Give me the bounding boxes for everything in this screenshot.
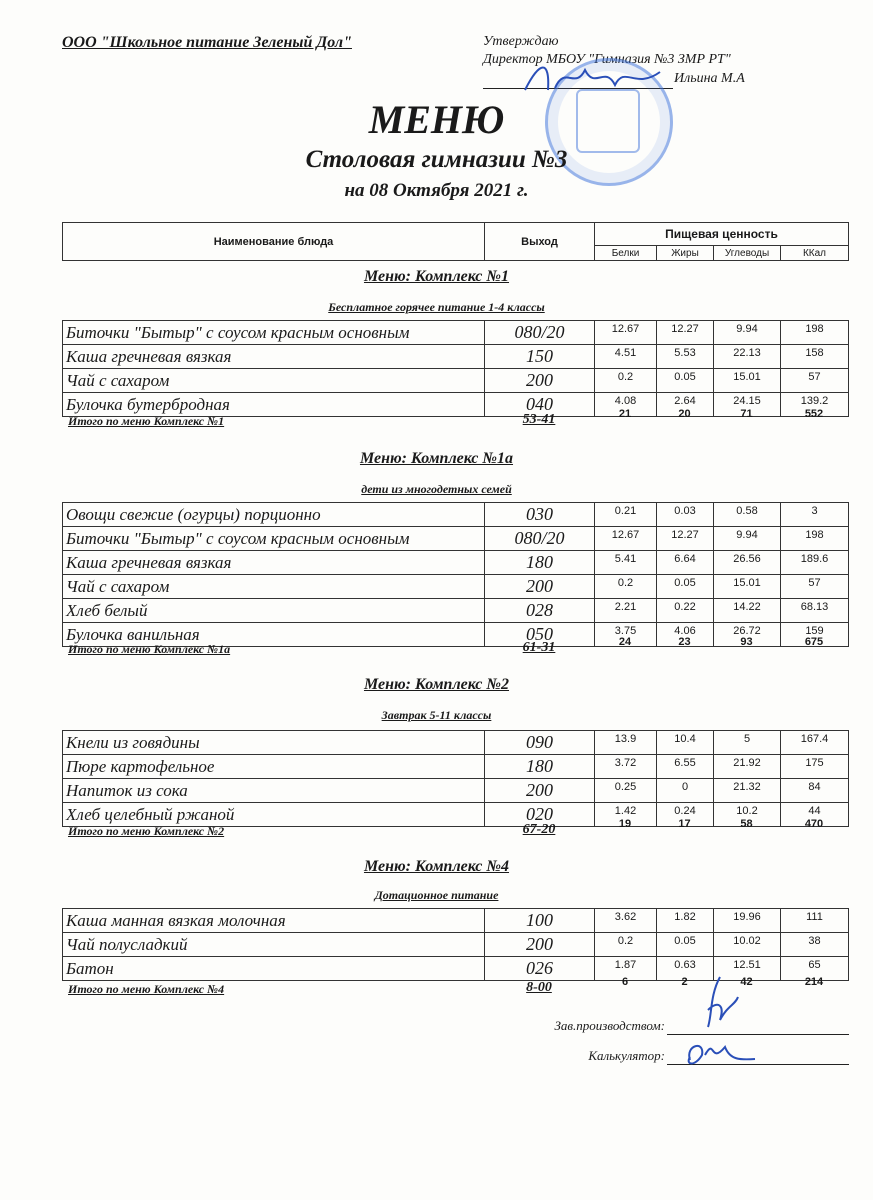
dish-output: 200 [485,779,595,803]
dish-name: Биточки "Бытыр" с соусом красным основным [63,527,485,551]
dish-carbs: 0.58 [714,503,781,527]
total-fat: 20 [678,408,691,420]
total-carbs: 71 [740,408,753,420]
dish-output: 090 [485,731,595,755]
dish-kcal: 139.2 [781,393,849,417]
dish-carbs: 9.94 [714,527,781,551]
total-kcal: 675 [804,636,824,648]
dish-output: 028 [485,599,595,623]
dish-name: Чай с сахаром [63,575,485,599]
total-label: Итого по меню Комплекс №4 [68,982,225,996]
total-carbs: 42 [740,976,753,988]
table-row [63,599,849,623]
dish-protein: 0.25 [595,779,657,803]
col-carbs: Углеводы [714,246,781,261]
dish-carbs: 26.56 [714,551,781,575]
dish-table [62,730,849,827]
table-row [63,551,849,575]
column-header-table [62,222,849,261]
dish-output: 030 [485,503,595,527]
director-signature [520,60,670,96]
dish-name: Батон [63,957,485,981]
dish-output: 150 [485,345,595,369]
dish-kcal: 189.6 [781,551,849,575]
dish-output: 040 [485,393,595,417]
dish-kcal: 111 [781,909,849,933]
total-label: Итого по меню Комплекс №1а [68,642,231,656]
table-row [63,779,849,803]
dish-kcal: 167.4 [781,731,849,755]
dish-carbs: 14.22 [714,599,781,623]
dish-fat: 0.05 [657,575,714,599]
dish-output: 180 [485,755,595,779]
dish-protein: 3.62 [595,909,657,933]
total-carbs: 93 [740,636,753,648]
dish-kcal: 198 [781,321,849,345]
dish-protein: 3.72 [595,755,657,779]
dish-name: Чай с сахаром [63,369,485,393]
dish-output: 200 [485,933,595,957]
dish-name: Булочка ванильная [63,623,485,647]
section-subtitle-text: Дотационное питание [374,888,499,902]
dish-name: Каша гречневая вязкая [63,551,485,575]
dish-kcal: 65 [781,957,849,981]
section-title-text: Меню: Комплекс №1 [363,268,510,285]
dish-protein: 4.08 [595,393,657,417]
total-fat: 2 [681,976,688,988]
dish-kcal: 38 [781,933,849,957]
calculator-label: Калькулятор: [588,1048,665,1063]
dish-name: Кнели из говядины [63,731,485,755]
dish-fat: 0.05 [657,369,714,393]
dish-fat: 6.55 [657,755,714,779]
dish-carbs: 15.01 [714,575,781,599]
dish-name: Чай полусладкий [63,933,485,957]
section-subtitle [0,708,873,723]
dish-fat: 12.27 [657,321,714,345]
organization-name: ООО "Школьное питание Зеленый Дол" [62,34,352,51]
section-subtitle-text: дети из многодетных семей [361,482,512,496]
dish-output: 080/20 [485,321,595,345]
dish-carbs: 21.32 [714,779,781,803]
dish-carbs: 10.02 [714,933,781,957]
dish-carbs: 15.01 [714,369,781,393]
col-dish-name: Наименование блюда [63,223,485,261]
calculator-signature [680,1035,760,1070]
dish-fat: 0.22 [657,599,714,623]
total-kcal: 470 [804,818,824,830]
total-fat: 17 [678,818,691,830]
dish-protein: 1.87 [595,957,657,981]
dish-name: Каша гречневая вязкая [63,345,485,369]
dish-output: 180 [485,551,595,575]
dish-kcal: 57 [781,575,849,599]
canteen-name: Столовая гимназии №3 [305,146,568,173]
dish-carbs: 24.15 [714,393,781,417]
table-row [63,731,849,755]
table-row [63,527,849,551]
section-subtitle-text: Завтрак 5-11 классы [381,708,492,722]
dish-table [62,908,849,981]
dish-name: Каша манная вязкая молочная [63,909,485,933]
dish-fat: 10.4 [657,731,714,755]
dish-carbs: 9.94 [714,321,781,345]
production-manager-label: Зав.производством: [554,1018,665,1033]
dish-protein: 13.9 [595,731,657,755]
section-subtitle [0,482,873,497]
section-subtitle [0,888,873,903]
dish-kcal: 158 [781,345,849,369]
total-price: 53-41 [522,412,556,427]
table-row [63,909,849,933]
section-title [0,268,873,286]
section-title-text: Меню: Комплекс №1а [359,450,514,467]
total-fat: 23 [678,636,691,648]
table-row [63,575,849,599]
director-name: Ильина М.А [674,71,745,86]
dish-output: 026 [485,957,595,981]
approval-label: Утверждаю [483,34,559,49]
section-subtitle-text: Бесплатное горячее питание 1-4 классы [328,300,545,314]
table-row [63,503,849,527]
dish-name: Хлеб белый [63,599,485,623]
col-output: Выход [485,223,595,261]
dish-kcal: 198 [781,527,849,551]
section-title-text: Меню: Комплекс №2 [363,676,510,693]
col-protein: Белки [595,246,657,261]
section-title [0,858,873,876]
dish-protein: 0.2 [595,575,657,599]
section-total [62,408,848,428]
section-total [62,818,848,838]
total-carbs: 58 [740,818,753,830]
dish-fat: 0.03 [657,503,714,527]
dish-kcal: 175 [781,755,849,779]
dish-kcal: 44 [781,803,849,827]
dish-protein: 0.21 [595,503,657,527]
total-protein: 6 [621,976,629,988]
dish-fat: 5.53 [657,345,714,369]
total-kcal: 214 [804,976,824,988]
dish-kcal: 68.13 [781,599,849,623]
dish-fat: 0.05 [657,933,714,957]
total-label: Итого по меню Комплекс №1 [68,414,225,428]
dish-output: 100 [485,909,595,933]
total-protein: 24 [618,636,632,648]
dish-protein: 1.42 [595,803,657,827]
total-price: 8-00 [526,980,552,995]
section-title [0,450,873,468]
dish-fat: 0 [657,779,714,803]
dish-output: 020 [485,803,595,827]
dish-protein: 12.67 [595,527,657,551]
dish-kcal: 84 [781,779,849,803]
dish-protein: 3.75 [595,623,657,647]
dish-output: 080/20 [485,527,595,551]
total-protein: 19 [618,818,632,830]
dish-fat: 4.06 [657,623,714,647]
dish-carbs: 21.92 [714,755,781,779]
col-nutrition: Пищевая ценность [595,223,849,246]
dish-fat: 1.82 [657,909,714,933]
dish-fat: 0.63 [657,957,714,981]
dish-name: Пюре картофельное [63,755,485,779]
dish-kcal: 159 [781,623,849,647]
total-price: 61-31 [522,640,556,655]
total-label: Итого по меню Комплекс №2 [68,824,225,838]
dish-kcal: 3 [781,503,849,527]
table-row [63,321,849,345]
section-title [0,676,873,694]
dish-protein: 2.21 [595,599,657,623]
dish-carbs: 26.72 [714,623,781,647]
col-fat: Жиры [657,246,714,261]
total-kcal: 552 [804,408,824,420]
dish-fat: 0.24 [657,803,714,827]
dish-fat: 12.27 [657,527,714,551]
dish-output: 050 [485,623,595,647]
dish-protein: 5.41 [595,551,657,575]
table-row [63,369,849,393]
dish-carbs: 19.96 [714,909,781,933]
dish-protein: 0.2 [595,933,657,957]
section-subtitle [0,300,873,315]
table-row [63,345,849,369]
dish-fat: 2.64 [657,393,714,417]
dish-fat: 6.64 [657,551,714,575]
section-title-text: Меню: Комплекс №4 [363,858,510,875]
dish-table [62,320,849,417]
table-row [63,755,849,779]
col-kcal: ККал [781,246,849,261]
dish-kcal: 57 [781,369,849,393]
dish-table [62,502,849,647]
dish-protein: 0.2 [595,369,657,393]
dish-protein: 12.67 [595,321,657,345]
dish-name: Напиток из сока [63,779,485,803]
production-manager-signature [690,975,750,1030]
menu-date: на 08 Октября 2021 г. [344,180,529,201]
dish-name: Булочка бутербродная [63,393,485,417]
dish-name: Хлеб целебный ржаной [63,803,485,827]
page-title: МЕНЮ [368,97,505,142]
total-protein: 21 [618,408,632,420]
section-total [62,636,848,656]
director-title: Директор МБОУ "Гимназия №3 ЗМР РТ" [483,52,731,67]
dish-name: Овощи свежие (огурцы) порционно [63,503,485,527]
dish-output: 200 [485,575,595,599]
table-row [63,933,849,957]
dish-output: 200 [485,369,595,393]
dish-carbs: 10.2 [714,803,781,827]
dish-protein: 4.51 [595,345,657,369]
dish-name: Биточки "Бытыр" с соусом красным основным [63,321,485,345]
dish-carbs: 5 [714,731,781,755]
dish-carbs: 22.13 [714,345,781,369]
total-price: 67-20 [522,822,556,837]
dish-carbs: 12.51 [714,957,781,981]
